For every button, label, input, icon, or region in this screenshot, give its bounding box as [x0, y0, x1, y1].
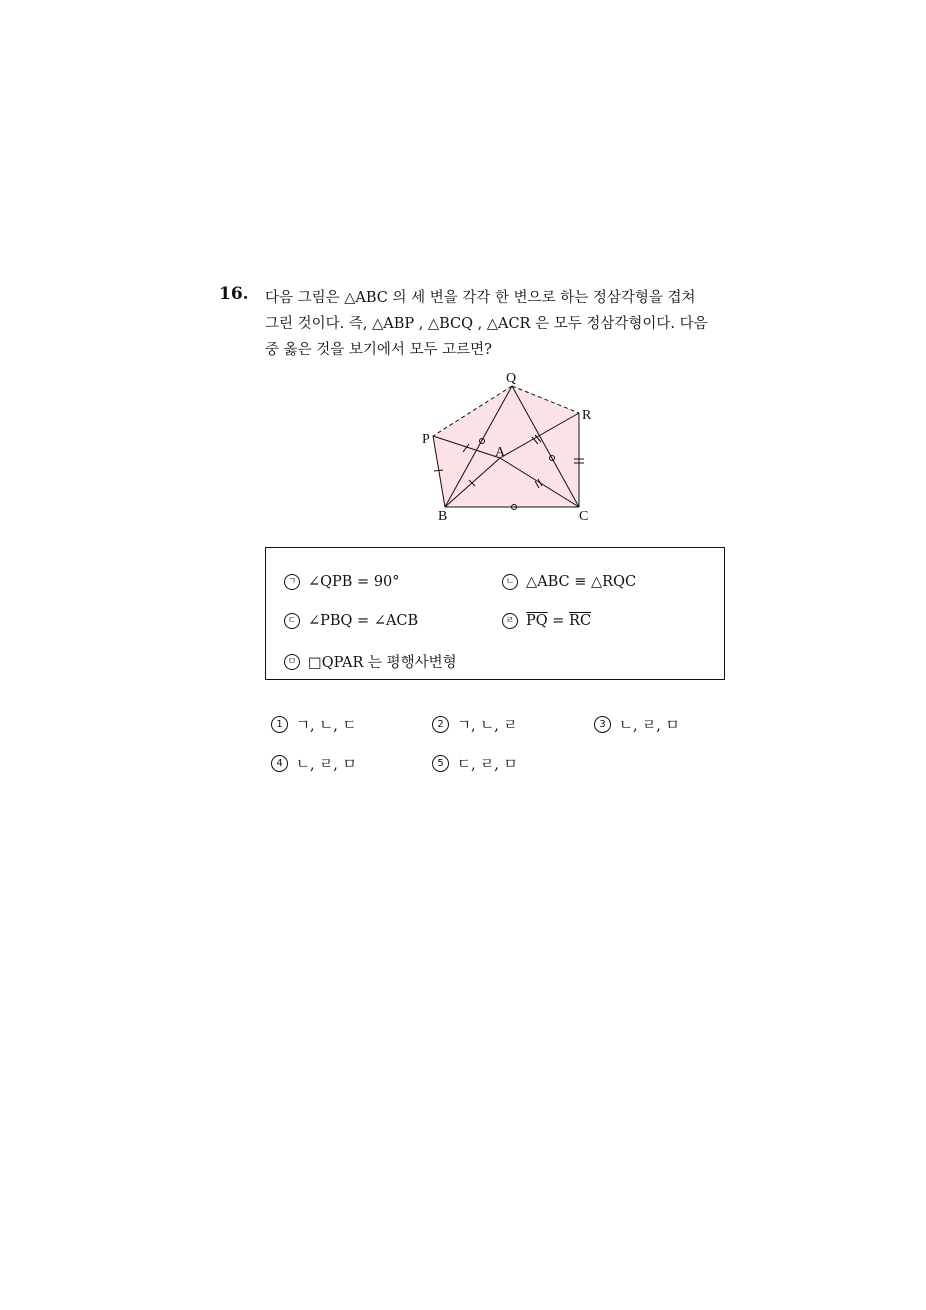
choice-5[interactable] [432, 753, 517, 774]
statement-mark: ㄷ [284, 613, 300, 629]
choice-number: 3 [594, 716, 611, 733]
choice-number: 2 [432, 716, 449, 733]
label-r: R [582, 408, 592, 423]
statement-4 [502, 613, 591, 629]
label-b: B [438, 509, 448, 524]
question-line-3: 중 옳은 것을 보기에서 모두 고르면? [265, 342, 492, 358]
statement-mark: ㄱ [284, 574, 300, 590]
equals: = [547, 613, 570, 629]
statement-mark: ㅁ [284, 654, 300, 670]
statement-text: □QPAR 는 평행사변형 [308, 655, 457, 671]
statement-text: ∠PBQ = ∠ACB [308, 613, 419, 629]
choice-1[interactable] [271, 714, 356, 735]
question-line-2: 그린 것이다. 즉, △ABP , △BCQ , △ACR 은 모두 정삼각형이다. 다음 [265, 316, 708, 332]
question-number: 16. [219, 284, 249, 304]
label-a: A [495, 445, 506, 460]
choice-number: 4 [271, 755, 288, 772]
choice-number: 5 [432, 755, 449, 772]
statement-text: △ABC ≡ △RQC [526, 574, 637, 590]
segment-pq: $\overline{PQ}$ [526, 613, 548, 629]
choice-text: ㄱ, ㄴ, ㄹ [457, 718, 518, 734]
label-q: Q [506, 371, 517, 386]
choice-text: ㄴ, ㄹ, ㅁ [296, 757, 357, 773]
statement-box [265, 547, 725, 680]
choice-text: ㄱ, ㄴ, ㄷ [296, 718, 357, 734]
statement-1 [284, 574, 400, 590]
statement-mark: ㄹ [502, 613, 518, 629]
geometry-figure [400, 360, 620, 530]
statement-text [526, 613, 591, 629]
question-text [265, 285, 735, 363]
choice-4[interactable] [271, 753, 356, 774]
choice-text: ㄴ, ㄹ, ㅁ [619, 718, 680, 734]
question-line-1: 다음 그림은 △ABC 의 세 변을 각각 한 변으로 하는 정삼각형을 겹쳐 [265, 290, 696, 306]
statement-3 [284, 613, 418, 629]
label-p: P [422, 432, 430, 447]
choice-3[interactable] [594, 714, 679, 735]
choice-2[interactable] [432, 714, 517, 735]
statement-mark: ㄴ [502, 574, 518, 590]
label-c: C [579, 509, 589, 524]
choice-text: ㄷ, ㄹ, ㅁ [457, 757, 518, 773]
choice-number: 1 [271, 716, 288, 733]
statement-text: ∠QPB = 90° [308, 574, 400, 590]
statement-5 [284, 651, 457, 672]
statement-2 [502, 574, 636, 590]
segment-rc: $\overline{RC}$ [569, 613, 592, 629]
